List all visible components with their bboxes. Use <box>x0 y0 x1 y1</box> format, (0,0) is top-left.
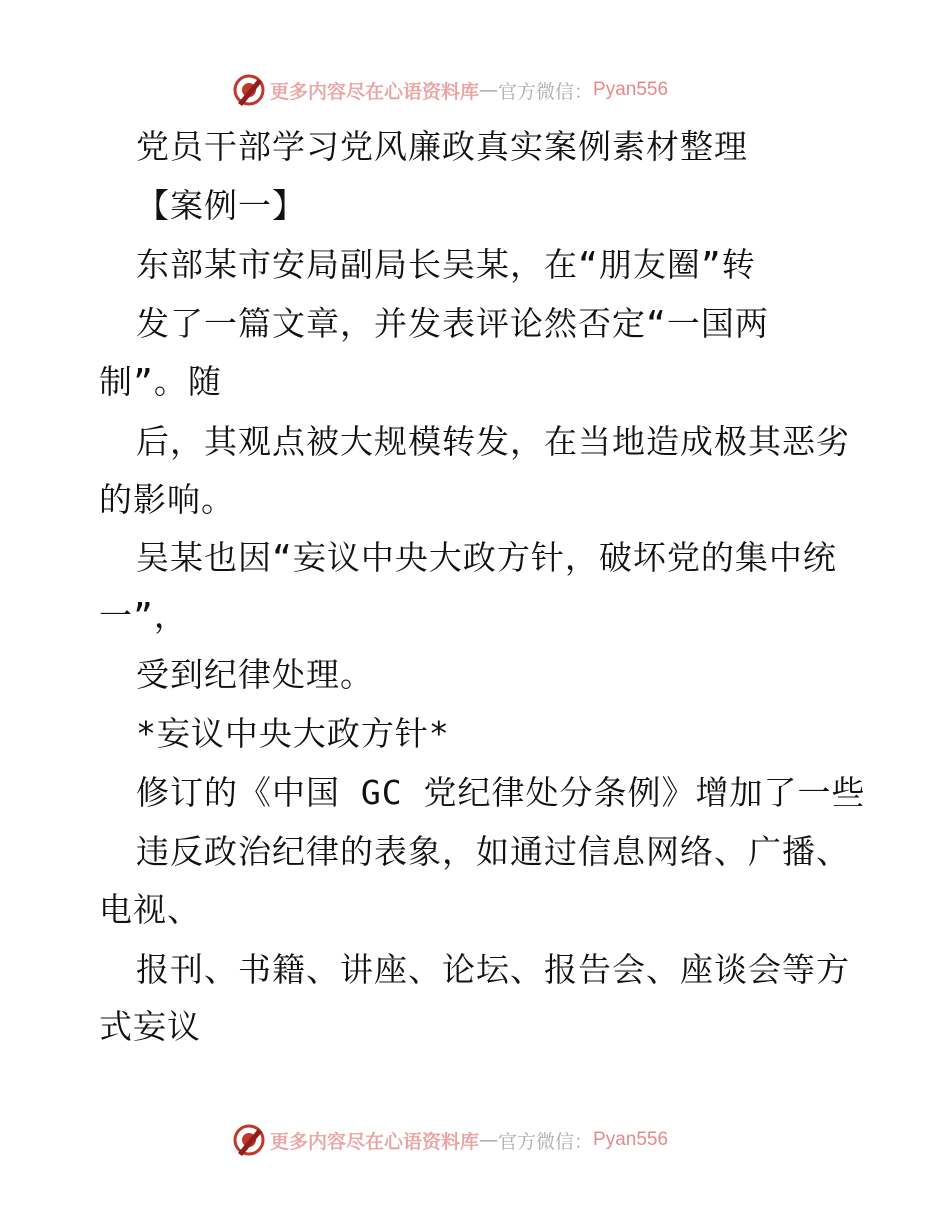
footer-dash: — <box>479 1129 499 1151</box>
document-title: 党员干部学习党风廉政真实案例素材整理 <box>136 127 748 166</box>
pen-logo-icon <box>232 73 266 107</box>
section-subheading: *妄议中央大政方针* <box>136 714 450 753</box>
header-brand-text: 更多内容尽在心语资料库 <box>270 80 480 103</box>
body-line: 违反政治纪律的表象，如通过信息网络、广播、 <box>136 832 850 871</box>
header-banner <box>232 73 668 107</box>
footer-contact-label: 官方微信： <box>498 1130 594 1153</box>
pen-logo-icon <box>232 1123 266 1157</box>
header-wechat-id: Pyan556 <box>593 79 669 100</box>
footer-brand-text: 更多内容尽在心语资料库 <box>270 1130 480 1153</box>
body-line: 修订的《中国 GC 党纪律处分条例》增加了一些 <box>136 773 866 812</box>
footer-wechat-id: Pyan556 <box>593 1129 669 1150</box>
body-line: 一”， <box>99 596 188 635</box>
body-line: 东部某市安局副局长吴某，在“朋友圈”转 <box>136 245 756 284</box>
body-line: 后，其观点被大规模转发，在当地造成极其恶劣 <box>136 422 850 461</box>
body-line: 吴某也因“妄议中央大政方针，破坏党的集中统 <box>136 538 837 577</box>
body-line: 受到纪律处理。 <box>136 655 374 694</box>
case-heading: 【案例一】 <box>136 186 306 225</box>
header-dash: — <box>479 79 499 101</box>
body-line: 式妄议 <box>99 1007 201 1046</box>
body-line: 的影响。 <box>99 480 235 519</box>
footer-banner <box>232 1123 668 1157</box>
body-line: 制”。随 <box>99 362 222 401</box>
body-line: 发了一篇文章，并发表评论然否定“一国两 <box>136 304 769 343</box>
header-contact-label: 官方微信： <box>498 80 594 103</box>
body-line: 电视、 <box>99 890 201 929</box>
body-line: 报刊、书籍、讲座、论坛、报告会、座谈会等方 <box>136 950 850 989</box>
